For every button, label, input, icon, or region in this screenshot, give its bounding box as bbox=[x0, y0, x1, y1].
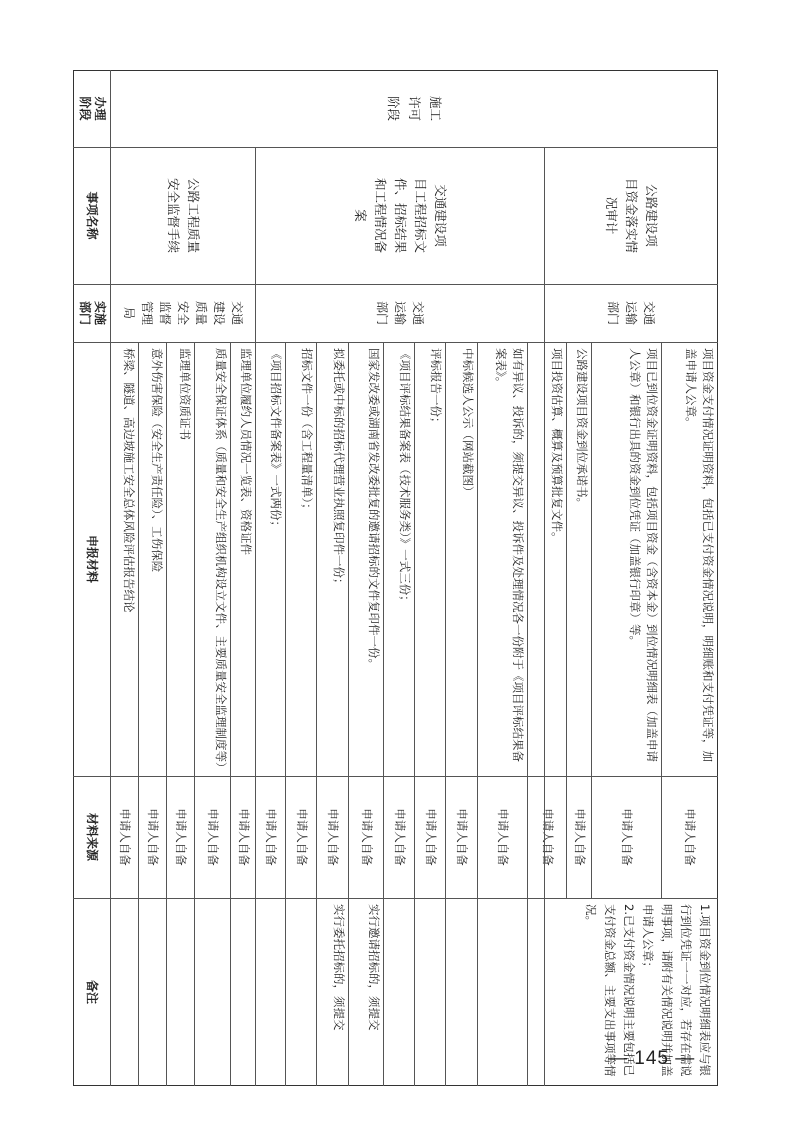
grid-line bbox=[230, 342, 231, 1086]
material-source: 申请人自备 bbox=[264, 808, 279, 866]
grid-line bbox=[348, 342, 349, 1086]
material-text: 项目已到位资金证明资料，包括项目资金（含资本金）到位情况明细表（加盖申请人公章）和银行出具的资金到位凭证（加盖银行印章）等。 bbox=[628, 348, 659, 762]
grid-line bbox=[316, 342, 317, 1086]
material-source: 申请人自备 bbox=[573, 808, 587, 866]
material-text: 监理单位资质证书 bbox=[178, 348, 192, 440]
material-text: 意外伤害保险（安全生产责任险）、工伤保险 bbox=[150, 348, 164, 573]
grid-line bbox=[383, 342, 384, 1086]
material-source: 申请人自备 bbox=[360, 808, 374, 866]
material-text: 质量安全保证体系（质量和安全生产组织机构设立文件、主要质量安全监理制度等） bbox=[214, 348, 228, 774]
dept-name: 交通 运输 部门 bbox=[606, 300, 657, 325]
material-source: 申请人自备 bbox=[118, 808, 133, 866]
item-name: 公路工程质量 安全监督手续 bbox=[166, 177, 202, 253]
material-text: 《项目评标结果备案表（技术服务类）》一式三份； bbox=[398, 348, 412, 607]
grid-line bbox=[73, 147, 718, 148]
grid-line bbox=[527, 342, 528, 1086]
grid-line bbox=[445, 342, 446, 1086]
material-source: 申请人自备 bbox=[174, 808, 189, 866]
item-name: 公路建设项 目资金落实情 况审计 bbox=[604, 177, 660, 253]
material-text: 公路建设项目资金到位承诺书。 bbox=[575, 348, 589, 509]
material-source: 申请人自备 bbox=[393, 808, 407, 866]
material-text: 《项目招标文件备案表》一式两份； bbox=[269, 348, 283, 532]
header-stage: 办理 阶段 bbox=[78, 96, 107, 121]
grid-line bbox=[544, 147, 545, 1086]
material-text: 监理单位履约人员情况一览表、资格证件 bbox=[239, 348, 253, 555]
grid-line bbox=[255, 147, 256, 1086]
grid-line bbox=[73, 898, 718, 899]
material-text: 如有异议、投诉的，须提交异议、投诉件及处理情况各一份附于《项目评标结果备案表》。 bbox=[494, 348, 525, 762]
material-source: 申请人自备 bbox=[326, 808, 341, 866]
material-source: 申请人自备 bbox=[455, 808, 470, 866]
material-source: 申请人自备 bbox=[683, 808, 698, 866]
header-source: 材料来源 bbox=[85, 812, 100, 861]
item-name: 交通建设项 目工程招标文 件、招标结果 和工程情况备 案 bbox=[353, 177, 449, 253]
grid-line bbox=[110, 70, 111, 1086]
grid-line bbox=[591, 342, 592, 898]
grid-line bbox=[661, 342, 662, 898]
grid-line bbox=[194, 342, 195, 1086]
material-source: 申请人自备 bbox=[424, 808, 438, 866]
grid-line bbox=[566, 342, 567, 898]
phase-label: 施工 许可 阶段 bbox=[386, 95, 443, 121]
rotated-table-stage bbox=[73, 70, 718, 1086]
material-source: 申请人自备 bbox=[206, 808, 221, 866]
grid-line bbox=[138, 342, 139, 1086]
material-source: 申请人自备 bbox=[620, 808, 635, 866]
material-source: 申请人自备 bbox=[237, 808, 251, 866]
dept-name: 交通 运输 部门 bbox=[375, 300, 426, 325]
material-text: 项目投资估算、概算及预算批复文件。 bbox=[550, 348, 564, 544]
material-text: 国家发改委或湖南省发改委批复的邀请招标的文件复印件一份。 bbox=[367, 348, 381, 670]
material-text: 招标文件一份（含工程量清单）； bbox=[300, 348, 314, 515]
material-source: 申请人自备 bbox=[541, 808, 555, 866]
material-text: 中标候选人公示（网站截图） bbox=[461, 348, 475, 498]
remark-text: 实行邀请招标的，须提交 bbox=[367, 904, 381, 1031]
material-text: 拟委托或中标的招标代理营业执照复印件一份； bbox=[332, 348, 346, 590]
header-materials: 申报材料 bbox=[85, 534, 100, 583]
header-remarks: 备注 bbox=[85, 979, 100, 1004]
header-dept: 实施 部门 bbox=[78, 300, 107, 325]
grid-line bbox=[414, 342, 415, 1086]
material-text: 评标报告一份； bbox=[429, 348, 443, 429]
material-source: 申请人自备 bbox=[295, 808, 309, 866]
grid-line bbox=[166, 342, 167, 1086]
remark-text: 实行委托招标的，须提交 bbox=[332, 904, 346, 1031]
grid-line bbox=[73, 284, 718, 285]
dept-name: 交通 建设 质量 安全 监督 管理 局 bbox=[122, 300, 245, 325]
material-text: 桥梁、隧道、高边坡施工安全总体风险评估报告结论 bbox=[122, 348, 136, 613]
grid-line bbox=[73, 776, 718, 777]
material-source: 申请人自备 bbox=[496, 808, 511, 866]
remark-text: 1.项目资金到位情况明细表应与银行到位凭证一一对应，若存在需说明事项，请附有关情况说明并加盖申请人公章； 2.已支付资金情况说明主要包括已支付资金总额、主要支出事项等情况。 bbox=[584, 904, 712, 1077]
grid-line bbox=[477, 342, 478, 1086]
grid-line bbox=[73, 342, 718, 343]
grid-line bbox=[285, 342, 286, 1086]
page-number: — 145 — bbox=[608, 1048, 696, 1069]
material-text: 项目资金支付情况证明资料，包括已支付资金情况说明，明细账和支付凭证等，加盖申请人公章。 bbox=[684, 348, 715, 762]
header-item: 事项名称 bbox=[85, 191, 100, 240]
material-source: 申请人自备 bbox=[146, 808, 161, 866]
